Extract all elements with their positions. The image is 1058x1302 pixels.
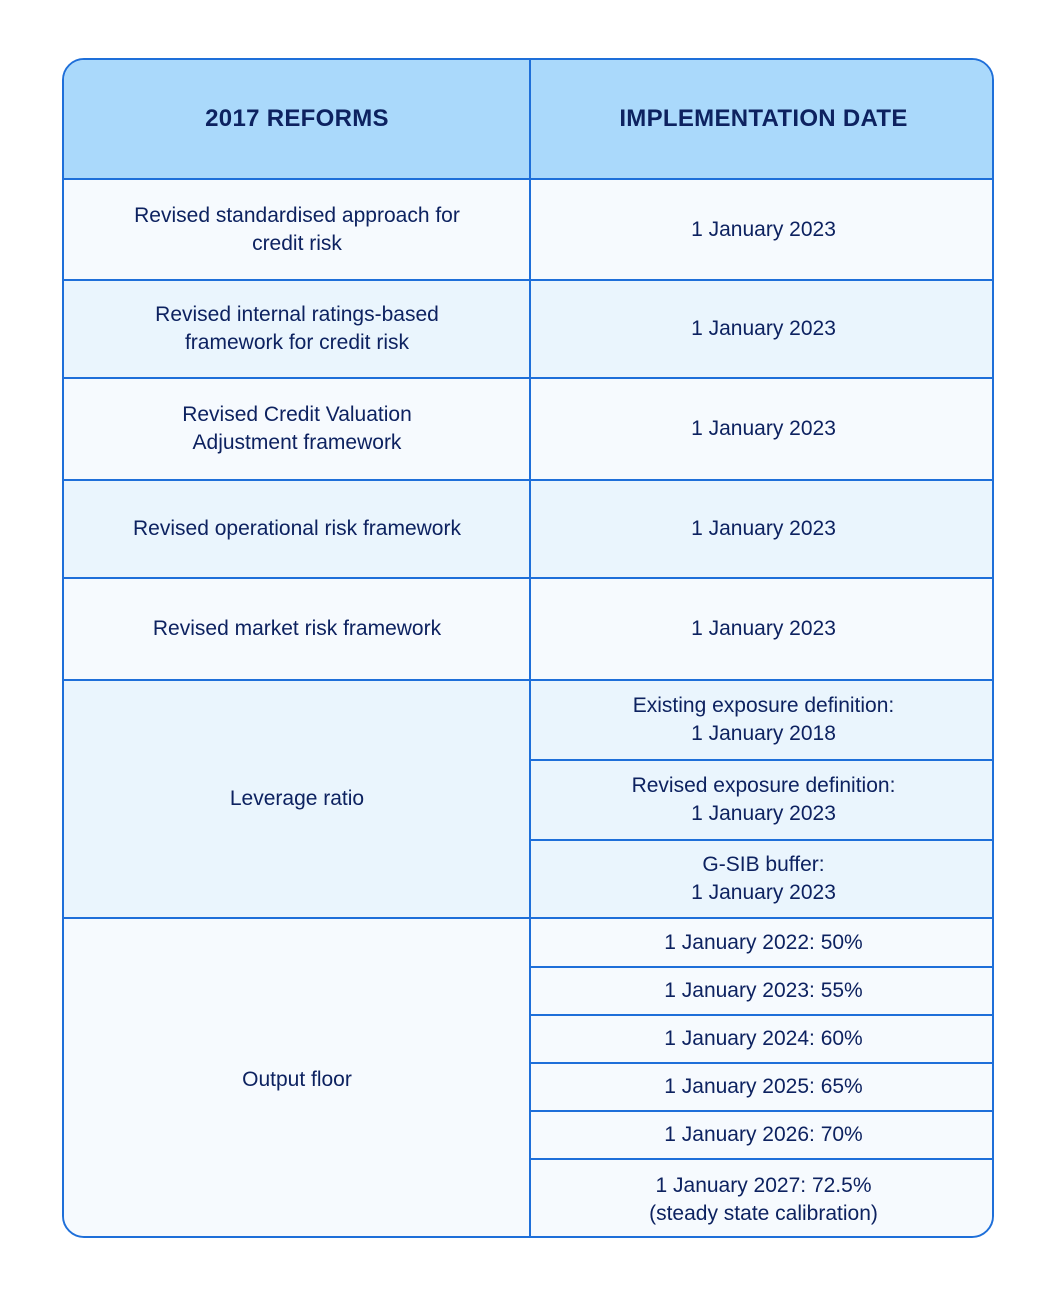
row-divider: [64, 917, 992, 919]
date-cell-market-risk: 1 January 2023: [531, 579, 994, 679]
date-cell-leverage-existing-exposure: Existing exposure definition: 1 January 2018: [531, 681, 994, 759]
sub-row-divider: [531, 1014, 994, 1016]
sub-row-divider: [531, 1158, 994, 1160]
reform-cell-output-floor: Output floor: [64, 919, 530, 1238]
date-cell-standardised-credit-risk: 1 January 2023: [531, 180, 994, 279]
date-cell-output-floor-2025: 1 January 2025: 65%: [531, 1064, 994, 1110]
row-divider: [64, 279, 992, 281]
column-divider: [529, 60, 531, 1236]
date-cell-operational-risk: 1 January 2023: [531, 481, 994, 577]
sub-row-divider: [531, 1062, 994, 1064]
reforms-table: [62, 58, 994, 1238]
reform-cell-cva-framework: Revised Credit Valuation Adjustment framework: [64, 379, 530, 479]
date-cell-output-floor-2022: 1 January 2022: 50%: [531, 919, 994, 966]
date-cell-output-floor-2026: 1 January 2026: 70%: [531, 1112, 994, 1158]
sub-row-divider: [531, 966, 994, 968]
date-cell-leverage-revised-exposure: Revised exposure definition: 1 January 2023: [531, 761, 994, 839]
row-divider: [64, 377, 992, 379]
reform-cell-market-risk: Revised market risk framework: [64, 579, 530, 679]
reform-cell-standardised-credit-risk: Revised standardised approach for credit risk: [64, 180, 530, 279]
sub-row-divider: [531, 839, 994, 841]
reform-cell-irb-credit-risk: Revised internal ratings-based framework for credit risk: [64, 281, 530, 377]
date-cell-output-floor-2023: 1 January 2023: 55%: [531, 968, 994, 1014]
row-divider: [64, 679, 992, 681]
date-cell-leverage-gsib-buffer: G-SIB buffer: 1 January 2023: [531, 841, 994, 917]
date-cell-output-floor-2024: 1 January 2024: 60%: [531, 1016, 994, 1062]
row-divider: [64, 178, 992, 180]
row-divider: [64, 577, 992, 579]
reform-cell-leverage-ratio: Leverage ratio: [64, 681, 530, 917]
sub-row-divider: [531, 759, 994, 761]
row-divider: [64, 479, 992, 481]
sub-row-divider: [531, 1110, 994, 1112]
date-cell-cva-framework: 1 January 2023: [531, 379, 994, 479]
reforms-table-grid: [64, 60, 992, 1236]
header-implementation-date: IMPLEMENTATION DATE: [531, 60, 994, 178]
header-reforms: 2017 REFORMS: [64, 60, 530, 178]
date-cell-output-floor-2027: 1 January 2027: 72.5% (steady state calibration): [531, 1160, 994, 1238]
date-cell-irb-credit-risk: 1 January 2023: [531, 281, 994, 377]
reform-cell-operational-risk: Revised operational risk framework: [64, 481, 530, 577]
